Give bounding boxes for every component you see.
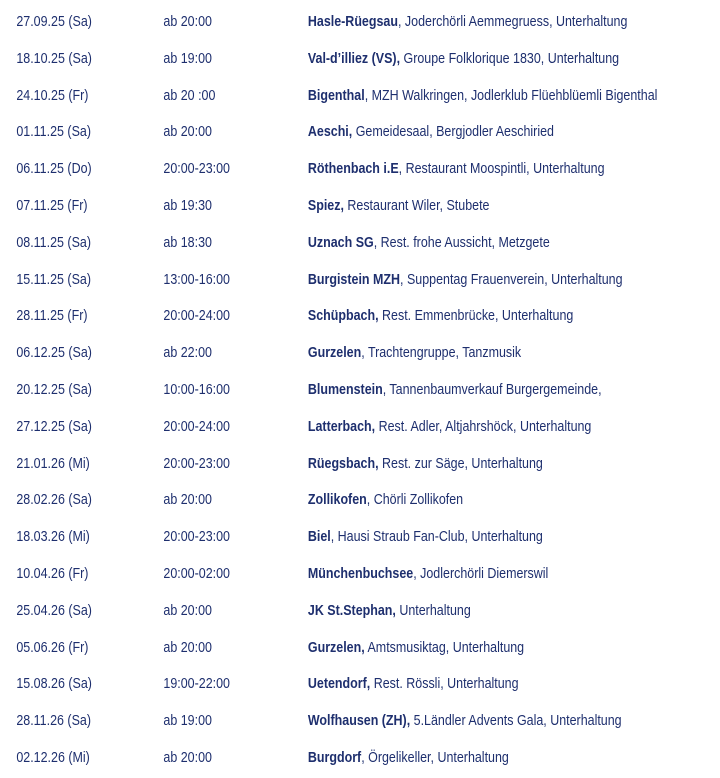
event-details: , Jodlerchörli Diemerswil [413,565,549,582]
event-location [308,372,602,409]
event-time: ab 22:00 [163,345,212,362]
event-location [308,4,628,41]
event-location [308,335,521,372]
event-location [308,630,524,667]
event-details: , Trachtengruppe, Tanzmusik [361,345,522,362]
event-row [0,482,720,519]
event-date: 02.12.26 (Mi) [16,749,90,766]
event-row [0,151,720,188]
event-date: 27.12.25 (Sa) [16,418,92,435]
event-location [308,114,554,151]
event-location [308,703,622,740]
event-time: ab 20:00 [163,124,212,141]
event-place: Zollikofen [307,492,367,509]
event-time: ab 20:00 [163,749,212,766]
event-time: ab 19:30 [163,197,212,214]
event-date: 18.10.25 (Sa) [16,50,92,67]
event-time: ab 19:00 [163,713,212,730]
event-place: Gurzelen, [307,639,365,656]
event-location [308,41,619,78]
event-details: , Joderchörli Aemmegruess, Unterhaltung [397,14,628,30]
event-time: ab 20:00 [163,639,212,656]
event-details: , Chörli Zollikofen [366,492,464,509]
event-date: 15.11.25 (Sa) [16,271,91,288]
event-place: Gurzelen [307,345,362,362]
event-place: Hasle-Rüegsau [307,14,398,30]
event-row [0,630,720,667]
event-row [0,78,720,115]
event-location [308,262,623,299]
event-date: 28.11.26 (Sa) [16,713,91,730]
event-location [308,446,543,483]
event-row [0,262,720,299]
event-date: 01.11.25 (Sa) [16,124,91,141]
event-place: Wolfhausen (ZH), [307,713,411,730]
event-row [0,225,720,262]
event-details: Restaurant Wiler, Stubete [343,197,490,214]
event-time: ab 19:00 [163,50,212,67]
event-details: Amtsmusiktag, Unterhaltung [364,639,525,656]
event-date: 20.12.25 (Sa) [16,381,92,398]
event-location [308,151,605,188]
event-location [308,740,509,777]
event-details: Unterhaltung [395,602,471,619]
event-place: Burgdorf [307,749,362,766]
event-place: JK St.Stephan, [307,602,396,619]
event-details: 5.Ländler Advents Gala, Unterhaltung [410,713,622,730]
event-details: Groupe Folklorique 1830, Unterhaltung [400,50,620,67]
event-place: Bigenthal [307,87,365,104]
event-time: 20:00-23:00 [163,161,230,178]
event-location [308,409,592,446]
event-date: 27.09.25 (Sa) [16,14,92,30]
event-details: , Restaurant Moospintli, Unterhaltung [398,161,605,178]
event-place: Aeschi, [307,124,353,141]
event-row [0,41,720,78]
event-details: , Rest. frohe Aussicht, Metzgete [373,234,550,251]
event-details: Rest. Adler, Altjahrshöck, Unterhaltung [375,418,592,435]
event-details: Rest. zur Säge, Unterhaltung [378,455,543,472]
event-time: 20:00-23:00 [163,455,230,472]
event-place: Rüegsbach, [307,455,379,472]
event-details: Rest. Emmenbrücke, Unterhaltung [378,308,574,325]
event-place: Röthenbach i.E [307,161,399,178]
event-date: 28.11.25 (Fr) [16,308,88,325]
event-details: Rest. Rössli, Unterhaltung [370,676,519,693]
event-row [0,703,720,740]
event-details: Gemeidesaal, Bergjodler Aeschiried [352,124,554,141]
event-place: Schüpbach, [307,308,379,325]
event-time: 20:00-02:00 [163,565,230,582]
event-location [308,298,573,335]
event-row [0,519,720,556]
event-row [0,114,720,151]
event-date: 07.11.25 (Fr) [16,197,88,214]
event-time: 20:00-24:00 [163,418,230,435]
event-place: Uznach SG [307,234,374,251]
event-details: , MZH Walkringen, Jodlerklub Flüehblüemli Bigenthal [364,87,658,104]
event-time: ab 20:00 [163,492,212,509]
event-time: 13:00-16:00 [163,271,230,288]
event-details: , Tannenbaumverkauf Burgergemeinde, [382,381,602,398]
event-row [0,188,720,225]
event-time: 10:00-16:00 [163,381,230,398]
event-place: Münchenbuchsee [307,565,414,582]
event-row [0,335,720,372]
event-date: 06.12.25 (Sa) [16,345,92,362]
event-time: 19:00-22:00 [163,676,230,693]
event-details: , Suppentag Frauenverein, Unterhaltung [400,271,623,288]
event-location [308,78,658,115]
event-location [308,188,490,225]
event-row [0,593,720,630]
event-date: 25.04.26 (Sa) [16,602,92,619]
event-row [0,298,720,335]
event-location [308,519,543,556]
event-date: 28.02.26 (Sa) [16,492,92,509]
event-date: 21.01.26 (Mi) [16,455,90,472]
event-row [0,4,720,41]
event-time: ab 20:00 [163,14,212,30]
event-place: Uetendorf, [307,676,371,693]
event-date: 08.11.25 (Sa) [16,234,91,251]
event-time: ab 20 :00 [163,87,216,104]
event-date: 15.08.26 (Sa) [16,676,92,693]
event-place: Blumenstein [307,381,383,398]
event-time: ab 18:30 [163,234,212,251]
event-row [0,446,720,483]
event-date: 18.03.26 (Mi) [16,529,90,546]
event-row [0,556,720,593]
event-place: Latterbach, [307,418,376,435]
event-date: 06.11.25 (Do) [16,161,92,178]
event-row [0,666,720,703]
event-location [308,666,519,703]
event-schedule [0,4,720,777]
event-time: ab 20:00 [163,602,212,619]
event-place: Val-d’illiez (VS), [307,50,401,67]
event-row [0,409,720,446]
event-details: , Hausi Straub Fan-Club, Unterhaltung [330,529,543,546]
event-details: , Örgelikeller, Unterhaltung [361,749,509,766]
event-time: 20:00-23:00 [163,529,230,546]
event-location [308,225,550,262]
event-place: Burgistein MZH [307,271,401,288]
event-date: 05.06.26 (Fr) [16,639,89,656]
event-location [308,556,548,593]
event-date: 24.10.25 (Fr) [16,87,89,104]
event-location [308,482,463,519]
event-place: Spiez, [307,197,344,214]
event-place: Biel [307,529,331,546]
event-date: 10.04.26 (Fr) [16,565,89,582]
event-location [308,593,471,630]
event-row [0,372,720,409]
event-row [0,740,720,777]
event-time: 20:00-24:00 [163,308,230,325]
